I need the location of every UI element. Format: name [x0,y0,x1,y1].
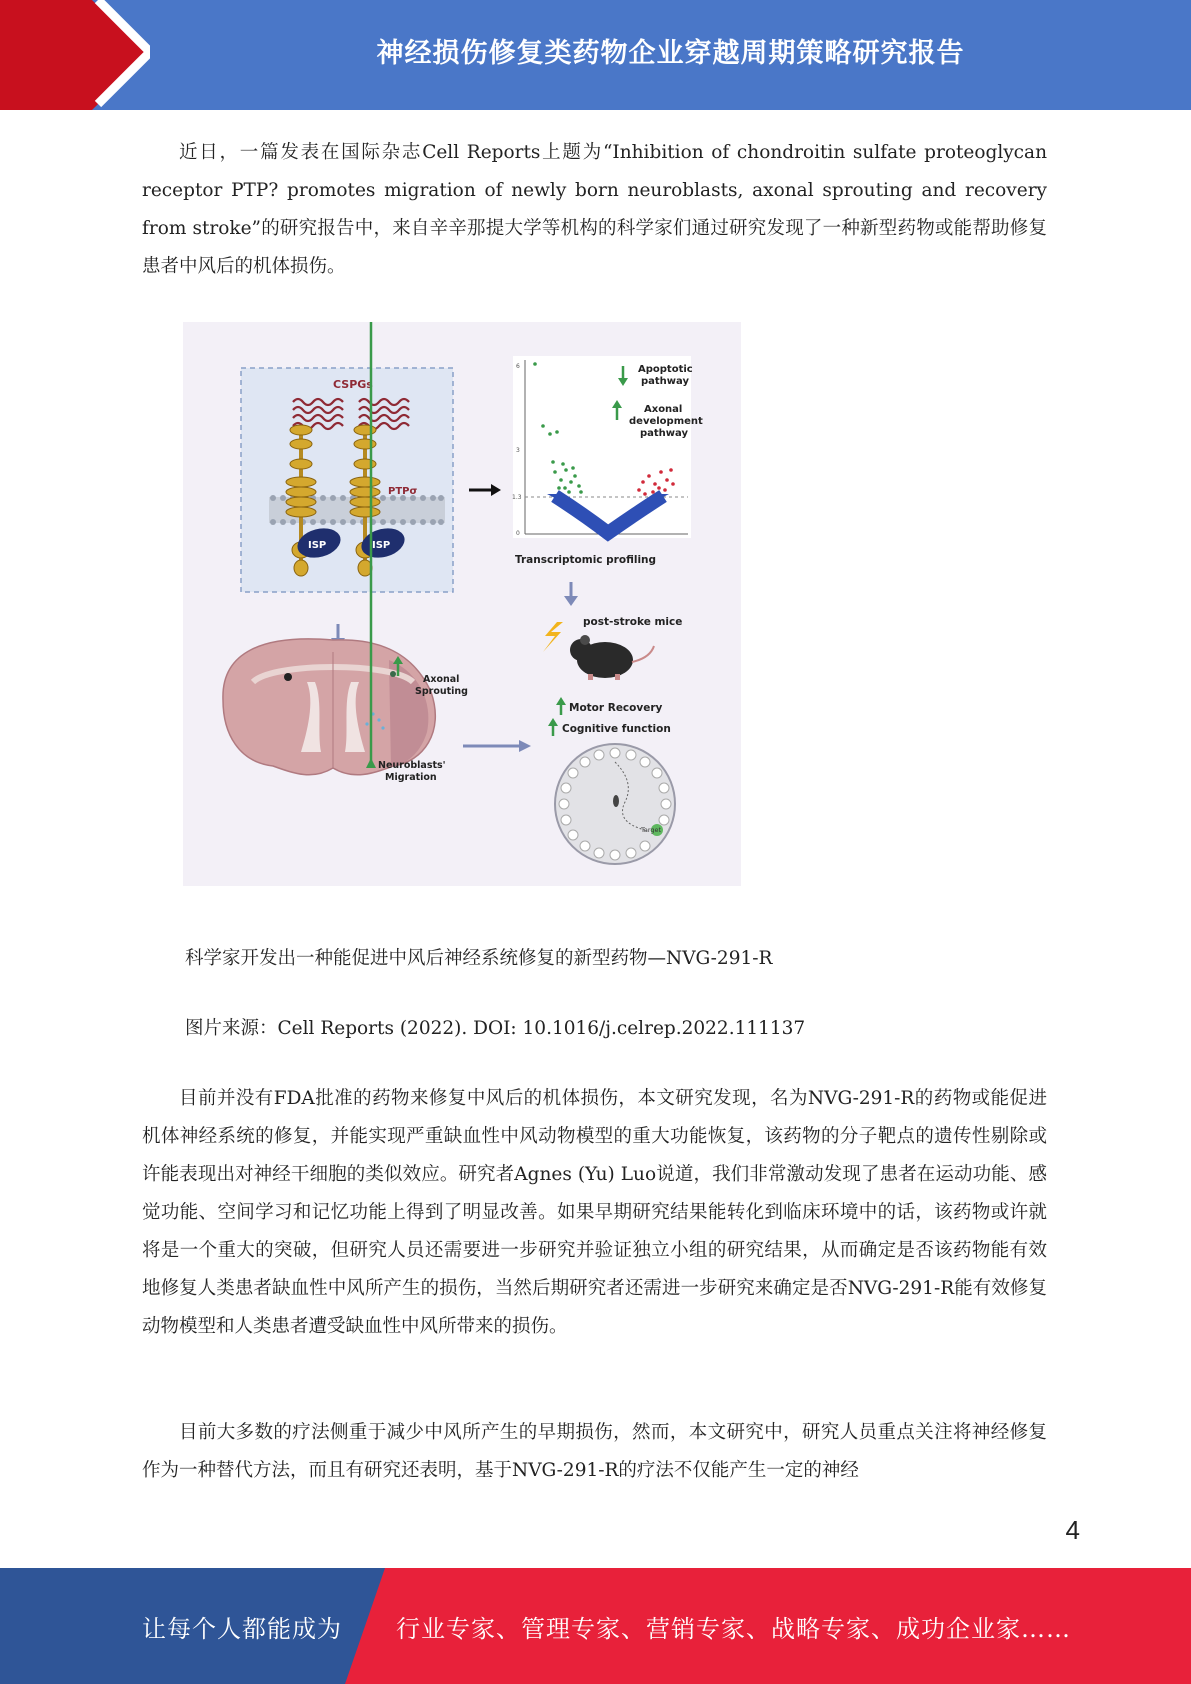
volcano-plot [512,356,703,538]
axonal-dev-label-line2: development [629,416,703,427]
axonal-dev-label-line3: pathway [640,428,689,439]
page-number: 4 [1065,1515,1080,1545]
cspgs-label: CSPGs [333,378,373,391]
arrow-right-icon [463,740,531,752]
post-stroke-mouse-illustration [543,622,654,680]
body-paragraph-3: 目前大多数的疗法侧重于减少中风所产生的早期损伤，然而，本文研究中，研究人员重点关注将神经修复作为一种替代方法，而且有研究还表明，基于NVG-291-R的疗法不仅能产生一定的神经 [142,1422,1047,1481]
axonal-sprouting-label-line1: Axonal [423,674,460,685]
transcriptomic-label: Transcriptomic profiling [515,554,657,566]
arrow-up-green-icon [548,718,558,736]
footer-slogan-left: 让每个人都能成为 [142,1614,342,1643]
arrow-down-icon [564,582,578,606]
ytick-0: 0 [516,530,520,537]
figure-caption: 科学家开发出一种能促进中风后神经系统修复的新型药物—NVG-291-R [185,948,773,969]
neuroblasts-label-line1: Neuroblasts' [378,760,446,771]
isp-label-2: ISP [372,540,391,551]
page-header [0,0,1191,110]
apoptotic-label-line2: pathway [641,376,690,387]
ytick-3: 3 [516,447,520,454]
post-stroke-label: post-stroke mice [583,616,683,628]
axonal-dev-label-line1: Axonal [644,404,683,415]
body-paragraph-2: 目前并没有FDA批准的药物来修复中风后的机体损伤，本文研究发现，名为NVG-291-R的药物或能促进机体神经系统的修复，并能实现严重缺血性中风动物模型的重大功能恢复，该药物的分子靶点的遗传性剔除或许能表现出对神经干细胞的类似效应。研究者Agnes (Yu) Luo说道，我们非常激动发现了患者在运动功能、感觉功能、空间学习和记忆功能上得到了明显改善。如果早期研究结果能转化到临床环境中的话，该药物或许就将是一个重大的突破，但研究人员还需要进一步研究并验证独立小组的研究结果，从而确定是否该药物能有效地修复人类患者缺血性中风所产生的损伤，当然后期研究者还需进一步研究来确定是否NVG-291-R能有效修复动物模型和人类患者遭受缺血性中风所带来的损伤。 [142,1088,1047,1337]
brain-section-illustration [223,639,435,775]
axonal-sprouting-label-line2: Sprouting [415,686,468,697]
intro-paragraph: 近日，一篇发表在国际杂志Cell Reports上题为“Inhibition of chondroitin sulfate proteoglycan receptor PTP? promotes migration of newly born neuroblasts, axonal sprouting and recovery from stroke”的研究报告中，来自辛辛那提大学等机构的科学家们通过研究发现了一种新型药物或能帮助修复患者中风后的机体损伤。 [142,142,1047,277]
ytick-1-3: 1.3 [512,494,522,501]
page-footer [0,1568,1191,1684]
footer-slogan-right: 行业专家、管理专家、营销专家、战略专家、成功企业家…… [396,1614,1071,1643]
target-label: Target [641,826,662,834]
motor-recovery-label: Motor Recovery [569,702,663,714]
ptp-label: PTPσ [388,486,418,497]
graphical-abstract-figure [183,322,741,886]
receptor-panel [241,368,453,592]
apoptotic-label-line1: Apoptotic [638,364,693,375]
isp-label-1: ISP [308,540,327,551]
arrow-up-green-icon [556,697,566,715]
report-title: 神经损伤修复类药物企业穿越周期策略研究报告 [376,37,965,69]
cognitive-function-label: Cognitive function [562,723,671,735]
neuroblasts-label-line2: Migration [385,772,437,783]
header-chevron-decoration [0,0,150,110]
ytick-6: 6 [516,363,520,370]
figure-source: 图片来源：Cell Reports (2022). DOI: 10.1016/j.celrep.2022.111137 [185,1018,806,1039]
barnes-maze-illustration [555,744,675,864]
arrow-right-icon [469,484,501,496]
